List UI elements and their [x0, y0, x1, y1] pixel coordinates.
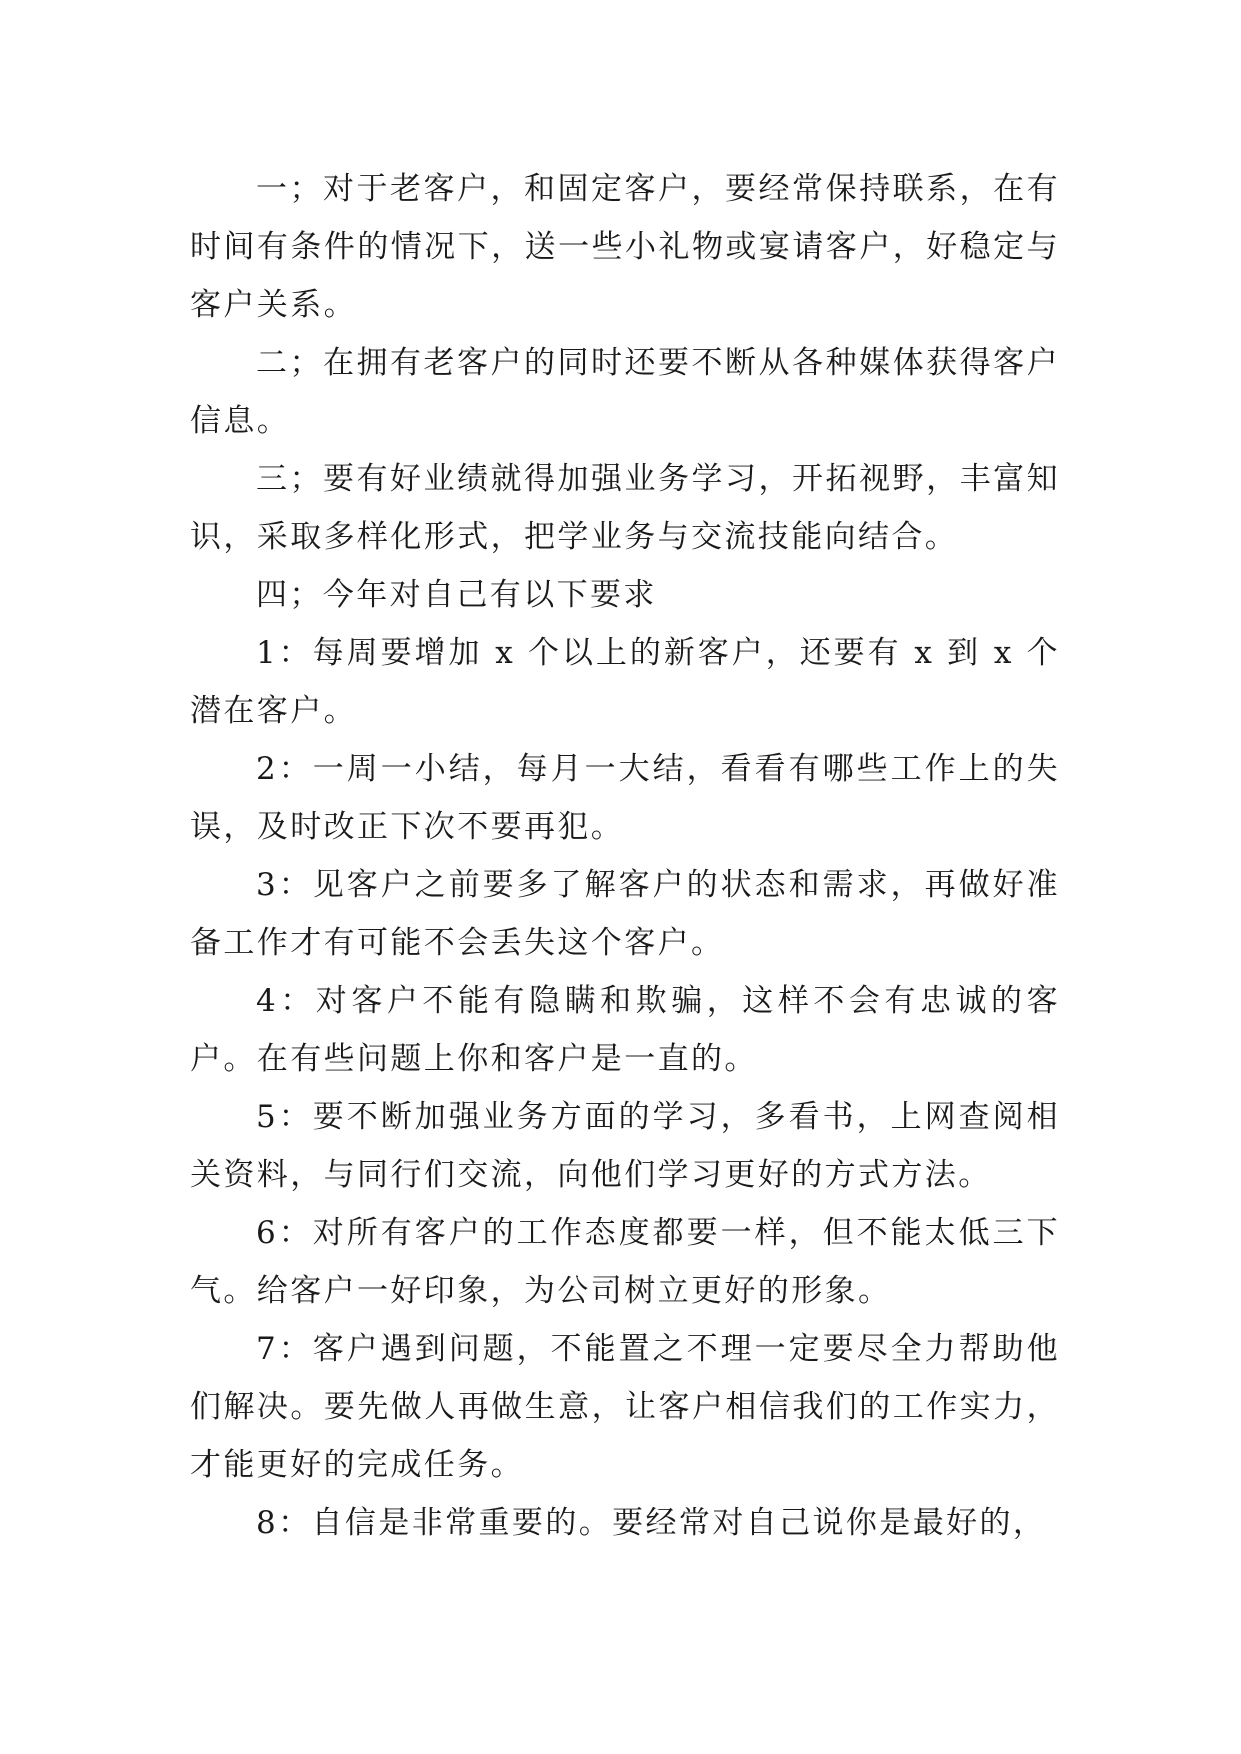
paragraph-4: 四；今年对自己有以下要求 — [256, 577, 657, 613]
paragraph-2: 二；在拥有老客户的同时还要不断从各种媒体获得客户信息。 — [190, 345, 1060, 439]
paragraph-8: 4：对客户不能有隐瞒和欺骗，这样不会有忠诚的客户。在有些问题上你和客户是一直的。 — [190, 983, 1060, 1077]
paragraph-11: 7：客户遇到问题，不能置之不理一定要尽全力帮助他们解决。要先做人再做生意，让客户相信我们的工作实力，才能更好的完成任务。 — [190, 1331, 1060, 1483]
document-body — [190, 160, 1060, 1552]
paragraph-5: 1：每周要增加 x 个以上的新客户，还要有 x 到 x 个潜在客户。 — [190, 635, 1060, 729]
paragraph-9: 5：要不断加强业务方面的学习，多看书，上网查阅相关资料，与同行们交流，向他们学习更好的方式方法。 — [190, 1099, 1060, 1193]
paragraph-12: 8：自信是非常重要的。要经常对自己说你是最好的， — [256, 1505, 1047, 1541]
paragraph-1: 一；对于老客户，和固定客户，要经常保持联系，在有时间有条件的情况下，送一些小礼物或宴请客户，好稳定与客户关系。 — [190, 171, 1060, 323]
paragraph-3: 三；要有好业绩就得加强业务学习，开拓视野，丰富知识，采取多样化形式，把学业务与交流技能向结合。 — [190, 461, 1060, 555]
paragraph-10: 6：对所有客户的工作态度都要一样，但不能太低三下气。给客户一好印象，为公司树立更好的形象。 — [190, 1215, 1060, 1309]
paragraph-6: 2：一周一小结，每月一大结，看看有哪些工作上的失误，及时改正下次不要再犯。 — [190, 751, 1060, 845]
paragraph-7: 3：见客户之前要多了解客户的状态和需求，再做好准备工作才有可能不会丢失这个客户。 — [190, 867, 1060, 961]
